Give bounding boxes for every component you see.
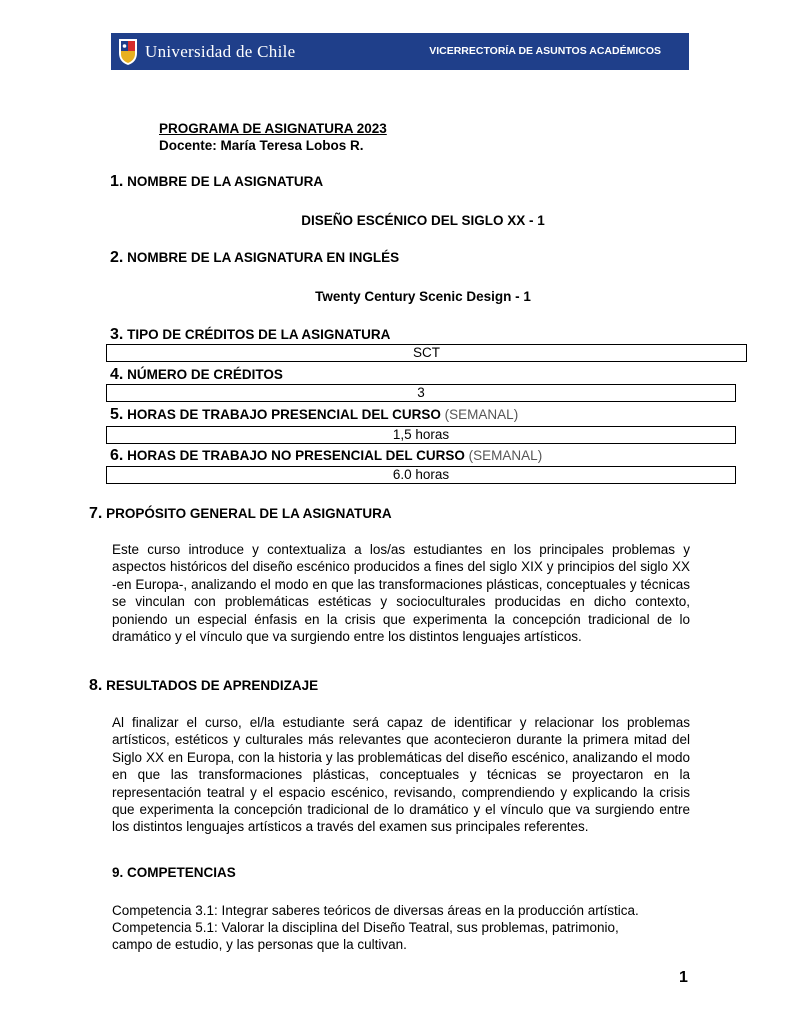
program-title-block	[159, 120, 387, 154]
credit-type-box: SCT	[106, 344, 747, 362]
section-9-heading: 9. COMPETENCIAS	[112, 865, 236, 880]
section-3-heading: 3. TIPO DE CRÉDITOS DE LA ASIGNATURA	[110, 326, 391, 343]
header-banner	[111, 33, 689, 70]
vicerrectoria-label: VICERRECTORÍA DE ASUNTOS ACADÉMICOS	[429, 45, 661, 57]
learning-outcomes-paragraph: Al finalizar el curso, el/la estudiante será capaz de identificar y relacionar los problemas artísticos, estéticos y culturales más relevantes que acontecieron durante la primera mitad del Siglo XX en Europa, con la historia y las problemáticas del diseño escénico, analizando el modo en que las transformaciones plásticas, conceptuales y técnicas se proyectaron en la representación teatral y el espacio escénico, revisando, comprendiendo y explicando la crisis que experimenta la concepción tradicional de lo dramático y el vínculo que va surgiendo entre los distintos lenguajes artísticos a través del examen sus principales referentes.	[112, 715, 690, 835]
page-number: 1	[679, 969, 688, 986]
university-name: Universidad de Chile	[145, 42, 296, 61]
course-name-english: Twenty Century Scenic Design - 1	[315, 289, 531, 304]
competency-3-1: Competencia 3.1: Integrar saberes teóricos de diversas áreas en la producción artística.	[112, 903, 639, 918]
section-8-heading: 8. RESULTADOS DE APRENDIZAJE	[89, 677, 319, 694]
section-5-heading: 5. HORAS DE TRABAJO PRESENCIAL DEL CURSO (SEMANAL)	[110, 406, 519, 423]
program-title: PROGRAMA DE ASIGNATURA 2023	[159, 121, 387, 136]
competency-5-1-line2: campo de estudio, y las personas que la cultivan.	[112, 937, 407, 952]
section-4-heading: 4. NÚMERO DE CRÉDITOS	[110, 366, 283, 383]
credit-number-box: 3	[106, 384, 736, 402]
section-7-heading: 7. PROPÓSITO GENERAL DE LA ASIGNATURA	[89, 505, 392, 522]
competency-5-1-line1: Competencia 5.1: Valorar la disciplina del Diseño Teatral, sus problemas, patrimonio,	[112, 920, 619, 935]
course-name-spanish: DISEÑO ESCÉNICO DEL SIGLO XX - 1	[301, 213, 545, 228]
section-2-heading: 2. NOMBRE DE LA ASIGNATURA EN INGLÉS	[110, 249, 400, 266]
presential-hours-box: 1,5 horas	[106, 426, 736, 444]
non-presential-hours-box: 6.0 horas	[106, 466, 736, 484]
teacher-name: Docente: María Teresa Lobos R.	[159, 138, 364, 153]
section-1-heading: 1. NOMBRE DE LA ASIGNATURA	[110, 173, 324, 190]
section-6-heading: 6. HORAS DE TRABAJO NO PRESENCIAL DEL CURSO (SEMANAL)	[110, 447, 543, 464]
purpose-paragraph: Este curso introduce y contextualiza a los/as estudiantes en los principales problemas y aspectos históricos del diseño escénico producidos a fines del siglo XIX y principios del siglo XX -en Europa-, analizando el modo en que las transformaciones plásticas, conceptuales y técnicas se vinculan con problemáticas estéticas y socioculturales producidas en dicho contexto, poniendo un especial énfasis en la crisis que experimenta la concepción tradicional de lo dramático y el vínculo que va surgiendo entre los distintos lenguajes artísticos.	[112, 542, 690, 645]
university-crest-icon	[117, 37, 139, 66]
